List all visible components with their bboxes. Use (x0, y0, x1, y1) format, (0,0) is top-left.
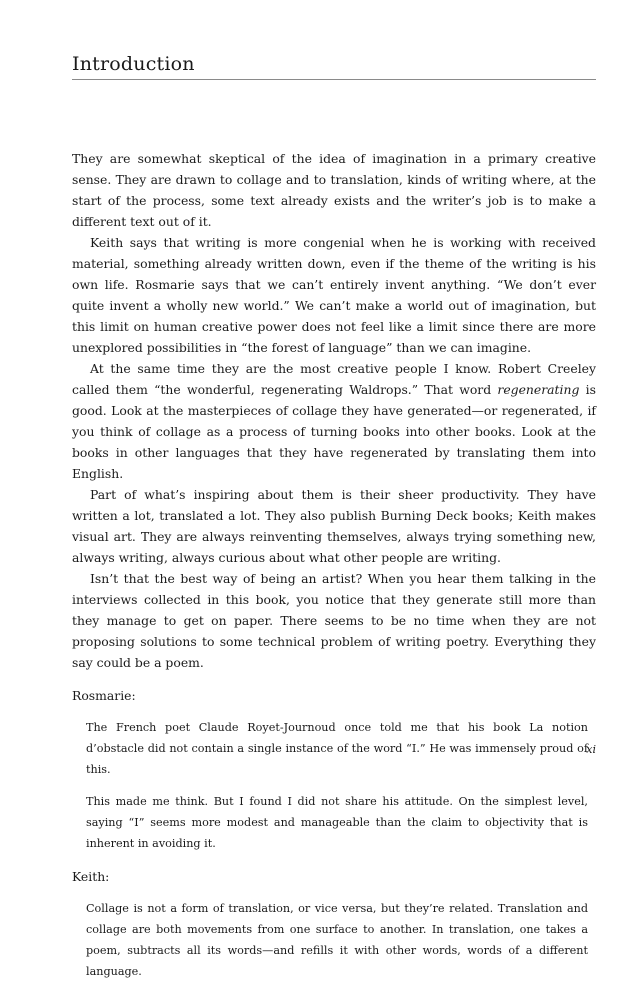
body-text (72, 148, 596, 993)
speaker-label-rosmarie: Rosmarie: (72, 688, 136, 703)
paragraph: Keith says that writing is more congenial when he is working with received material, something already written down, even if the theme of the writing is his own life. Rosmarie says that we can’t entirely invent anything. “We don’t ever quite invent a wholly new world.” We can’t make a world out of imagination, but this limit on human creative power does not feel like a limit since there are more unexplored possibilities in “the forest of language” than we can imagine. (72, 235, 596, 355)
paragraph-text: At the same time they are the most creative people I know. Robert Creeley called them “the wonderful, regenerating Waldrops.” That word (72, 361, 596, 397)
paragraph: Part of what’s inspiring about them is their sheer productivity. They have written a lot, translated a lot. They also publish Burning Deck books; Keith makes visual art. They are always reinventing themselves, always trying something new, always writing, always curious about what other people are writing. (72, 487, 596, 565)
paragraph: Isn’t that the best way of being an artist? When you hear them talking in the interviews collected in this book, you notice that they generate still more than they manage to get on paper. There seems to be no time when they are not proposing solutions to some technical problem of writing poetry. Everything they say could be a poem. (72, 571, 596, 670)
paragraph (72, 358, 596, 484)
chapter-title: Introduction (72, 53, 195, 75)
page-number: xi (586, 743, 596, 756)
title-rule (72, 79, 596, 80)
speaker-label-keith: Keith: (72, 869, 110, 884)
paragraph-text: is good. Look at the masterpieces of collage they have generated—or regenerated, if you think of collage as a process of turning books into other books. Look at the books in other languages that they have regenerated by translating them into English. (72, 382, 596, 481)
emphasized-word: regenerating (497, 382, 580, 397)
block-quote: This made me think. But I found I did not share his attitude. On the simplest level, saying “I” seems more modest and manageable than the claim to objectivity that is inherent in avoiding it. (86, 795, 588, 850)
book-page (72, 0, 596, 978)
block-quote: The French poet Claude Royet-Journoud once told me that his book La notion d’obstacle did not contain a single instance of the word “I.” He was immensely proud of this. (86, 721, 588, 776)
paragraph: They are somewhat skeptical of the idea of imagination in a primary creative sense. They are drawn to collage and to translation, kinds of writing where, at the start of the process, some text already exists and the writer’s job is to make a different text out of it. (72, 151, 596, 229)
block-quote: Collage is not a form of translation, or vice versa, but they’re related. Translation and collage are both movements from one surface to another. In translation, one takes a poem, subtracts all its words—and refills it with other words, words of a different language. (86, 902, 588, 978)
